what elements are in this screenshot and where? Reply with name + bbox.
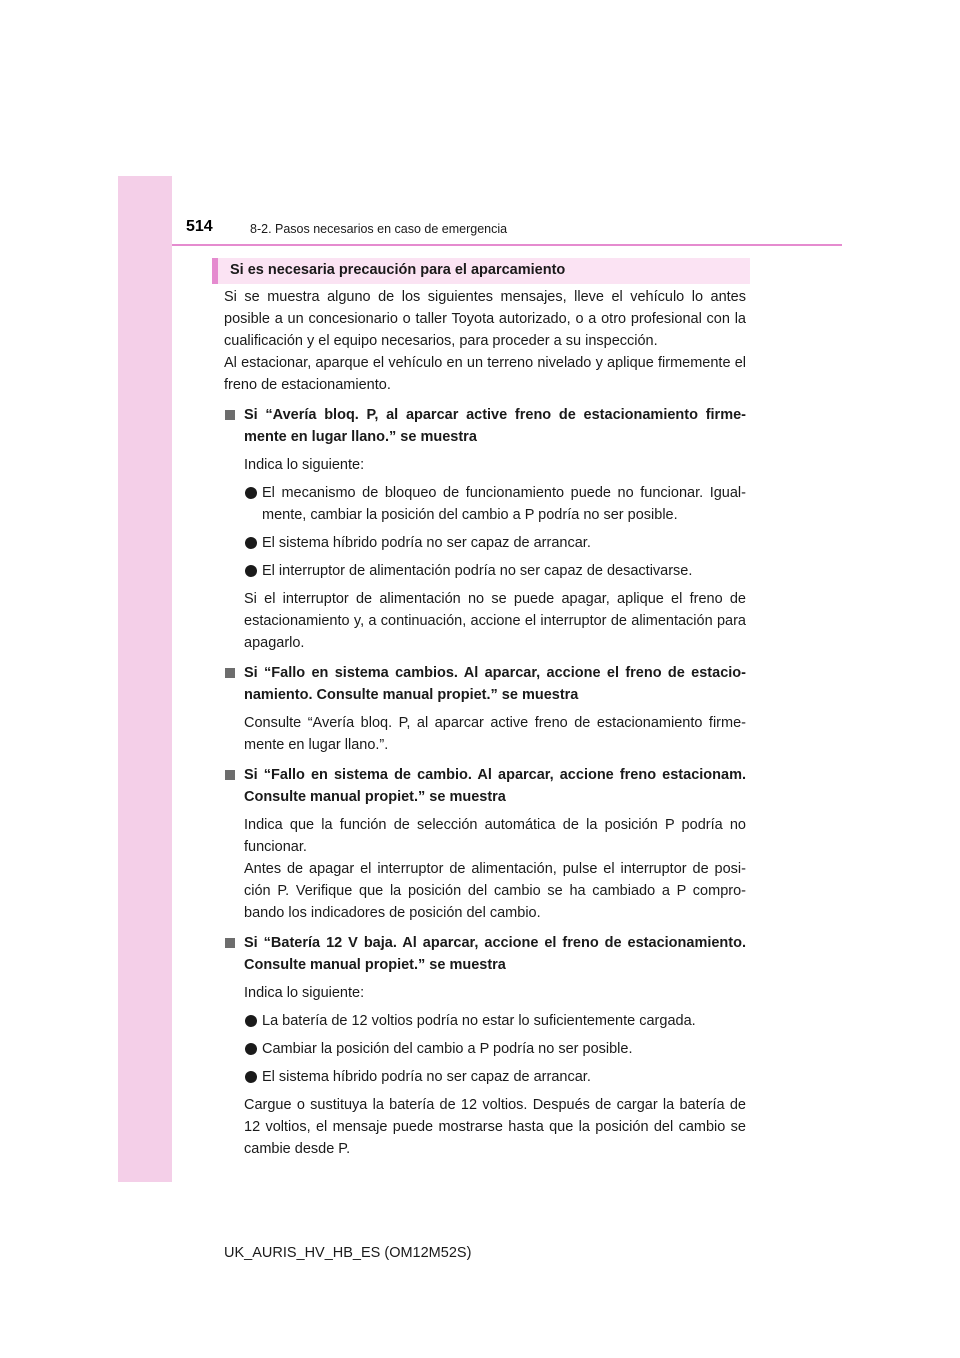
item-heading [224, 404, 746, 448]
side-tab-band [118, 176, 172, 1182]
list-item-text: El interruptor de alimentación podría no ser capaz de desactivarse. [262, 563, 693, 579]
list-item-text: Cambiar la posición del cambio a P podría no ser posible. [262, 1041, 633, 1057]
document-code: UK_AURIS_HV_HB_ES (OM12M52S) [224, 1245, 472, 1261]
list-item-text: La batería de 12 voltios podría no estar lo suficientemente cargada. [262, 1013, 696, 1029]
item-lead: Indica lo siguiente: [244, 985, 365, 1001]
intro-paragraph-2: Al estacionar, aparque el vehículo en un terreno nivelado y aplique firmemente el freno de estacionamiento. [224, 355, 746, 393]
list-item-text: El sistema híbrido podría no ser capaz de arrancar. [262, 535, 591, 551]
list-item [224, 532, 746, 554]
intro-paragraph: Si se muestra alguno de los siguientes mensajes, lleve el vehículo lo antes posible a un concesionario o taller Toyota autorizado, o a otro profesional con la cualificación y el equipo necesarios, para proceder a su inspección. [224, 289, 746, 349]
item-heading-text: Si “Fallo en sistema cambios. Al aparcar, accione el freno de estacionamiento. Consulte manual propiet.” se muestra [244, 665, 746, 703]
list-item [224, 482, 746, 526]
list-item [224, 1010, 746, 1032]
section-title: Si es necesaria precaución para el aparcamiento [230, 262, 566, 278]
list-item [224, 1066, 746, 1088]
item-heading-text: Si “Fallo en sistema de cambio. Al aparcar, accione freno estacionam. Consulte manual propiet.” se muestra [244, 767, 746, 805]
circle-bullet-icon [245, 1071, 257, 1083]
item-heading [224, 932, 746, 976]
list-item [224, 560, 746, 582]
square-bullet-icon [225, 938, 235, 948]
square-bullet-icon [225, 410, 235, 420]
item-lead: Indica lo siguiente: [244, 457, 365, 473]
square-bullet-icon [225, 770, 235, 780]
item-heading-text: Si “Batería 12 V baja. Al aparcar, accione el freno de estacionamiento. Consulte manual propiet.” se muestra [244, 935, 746, 973]
circle-bullet-icon [245, 1015, 257, 1027]
item-heading [224, 764, 746, 808]
list-item [224, 1038, 746, 1060]
circle-bullet-icon [245, 487, 257, 499]
item-text-2: Antes de apagar el interruptor de alimentación, pulse el interruptor de posición P. Verifique que la posición del cambio se ha cambiado a P comprobando los indicadores de posición del cambio. [244, 861, 746, 921]
circle-bullet-icon [245, 565, 257, 577]
circle-bullet-icon [245, 537, 257, 549]
item-text: Indica que la función de selección automática de la posición P podría no funcionar. [244, 817, 746, 855]
circle-bullet-icon [245, 1043, 257, 1055]
item-heading-text: Si “Avería bloq. P, al aparcar active freno de estacionamiento firmemente en lugar llano.” se muestra [244, 407, 746, 445]
page-number: 514 [186, 218, 213, 235]
item-text: Consulte “Avería bloq. P, al aparcar active freno de estacionamiento firmemente en lugar llano.”. [244, 715, 746, 753]
square-bullet-icon [225, 668, 235, 678]
main-content [224, 286, 746, 1166]
chapter-title: 8-2. Pasos necesarios en caso de emergencia [250, 222, 508, 236]
list-item-text: El mecanismo de bloqueo de funcionamiento puede no funcionar. Igualmente, cambiar la posición del cambio a P podría no ser posible. [262, 485, 746, 523]
item-note: Cargue o sustituya la batería de 12 voltios. Después de cargar la batería de 12 voltios, el mensaje puede mostrarse hasta que la posición del cambio se cambie desde P. [244, 1097, 746, 1157]
list-item-text: El sistema híbrido podría no ser capaz de arrancar. [262, 1069, 591, 1085]
item-heading [224, 662, 746, 706]
item-note: Si el interruptor de alimentación no se puede apagar, aplique el freno de estacionamiento y, a continuación, accione el interruptor de alimentación para apagarlo. [244, 591, 746, 651]
header-rule [172, 244, 842, 246]
section-header-box [212, 258, 750, 284]
